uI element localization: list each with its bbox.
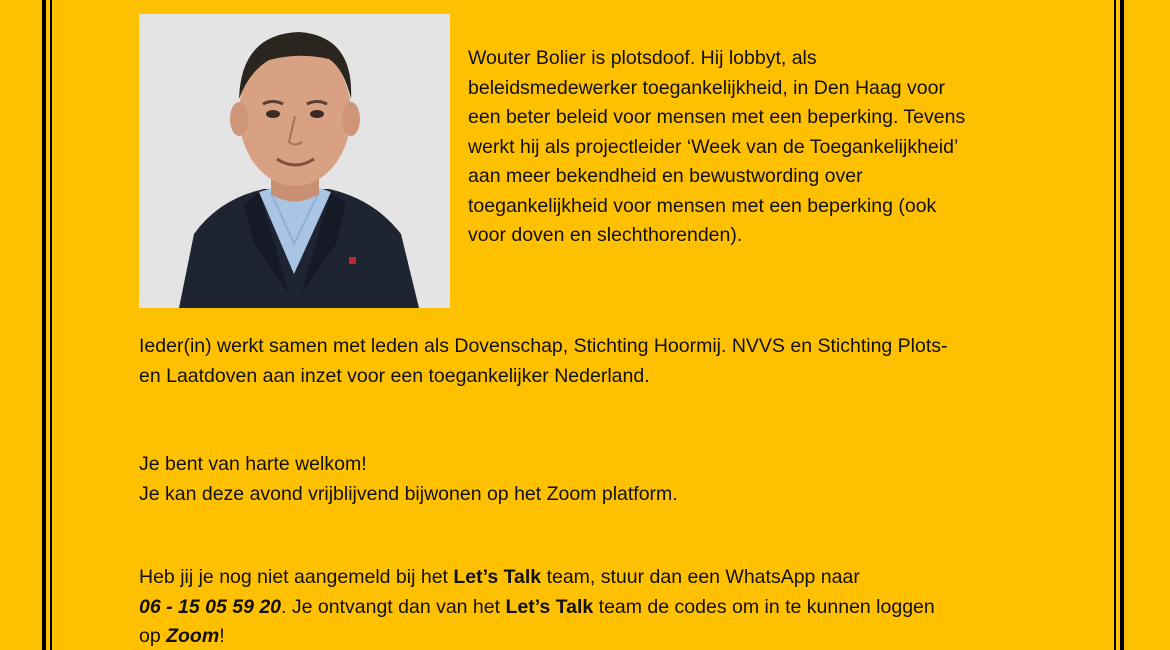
right-border bbox=[1114, 0, 1124, 650]
text: . Je ontvangt dan van het bbox=[281, 595, 506, 618]
text: team de codes om in te kunnen loggen bbox=[593, 595, 935, 618]
paragraph-line bbox=[139, 593, 935, 623]
text: team, stuur dan een WhatsApp naar bbox=[541, 566, 860, 588]
bio-text bbox=[468, 44, 965, 251]
paragraph-line: Je bent van harte welkom! bbox=[139, 453, 367, 475]
text: Heb jij je nog niet aangemeld bij het bbox=[139, 566, 454, 588]
bio-line: toegankelijkheid voor mensen met een beperking (ook bbox=[468, 194, 937, 217]
lets-talk-text: Let’s Talk bbox=[453, 566, 542, 588]
text: ! bbox=[219, 625, 225, 647]
bio-line: Wouter Bolier is plotsdoof. Hij lobbyt, als bbox=[468, 47, 817, 69]
zoom-text: Zoom bbox=[166, 625, 220, 647]
paragraph-line: en Laatdoven aan inzet voor een toegankelijker Nederland. bbox=[139, 364, 650, 387]
portrait-photo bbox=[139, 14, 450, 308]
phone-number: 06 - 15 05 59 20 bbox=[139, 595, 282, 618]
paragraph-line: Ieder(in) werkt samen met leden als Dovenschap, Stichting Hoormij. NVVS en Stichting Plots- bbox=[139, 335, 948, 357]
paragraph-line bbox=[139, 622, 935, 650]
paragraph-line: Je kan deze avond vrijblijvend bijwonen op het Zoom platform. bbox=[139, 482, 678, 505]
paragraph-line bbox=[139, 563, 935, 593]
left-border bbox=[42, 0, 52, 650]
bio-line: een beter beleid voor mensen met een beperking. Tevens bbox=[468, 106, 966, 128]
welcome-paragraph bbox=[139, 450, 678, 509]
bio-line: voor doven en slechthorenden). bbox=[468, 224, 743, 246]
text: op bbox=[139, 625, 167, 647]
members-paragraph bbox=[139, 332, 948, 391]
bio-line: werkt hij als projectleider ‘Week van de Toegankelijkheid’ bbox=[468, 135, 959, 158]
bio-line: aan meer bekendheid en bewustwording over bbox=[468, 165, 863, 187]
lets-talk-text: Let’s Talk bbox=[505, 595, 594, 618]
bio-line: beleidsmedewerker toegankelijkheid, in Den Haag voor bbox=[468, 76, 945, 99]
signup-paragraph bbox=[139, 563, 935, 650]
